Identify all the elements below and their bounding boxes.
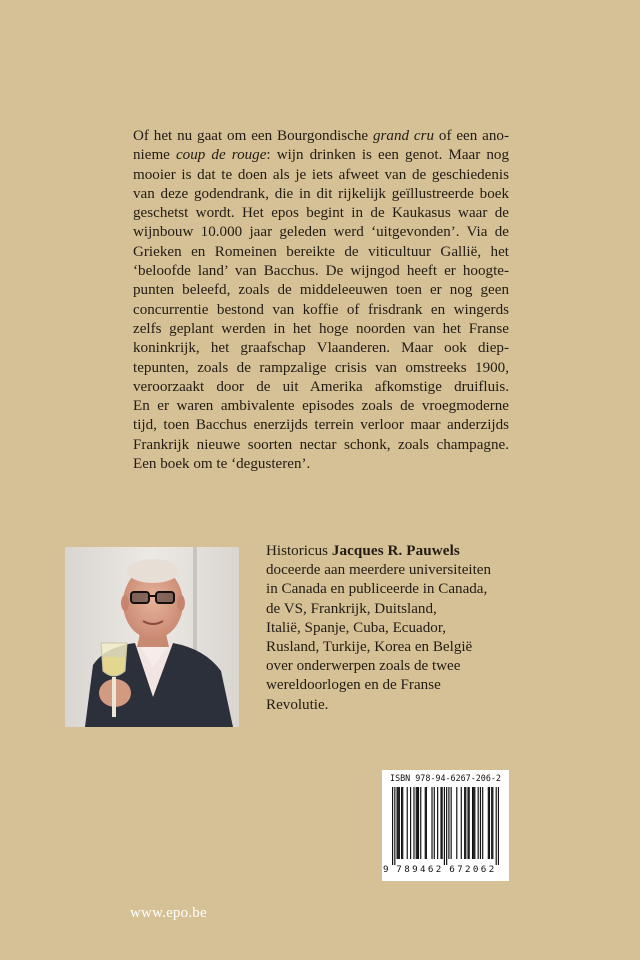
barcode-digit: 6 [427, 864, 434, 875]
blurb-line: geschetst wordt. Het epos begint in de Kaukasus waar de [133, 205, 509, 222]
barcode-bar [407, 787, 408, 859]
blurb-line [133, 127, 509, 146]
barcode-digit: 9 [412, 864, 418, 875]
barcode-bar [418, 787, 419, 859]
bio-line: wereldoorlogen en de Franse [266, 677, 441, 694]
barcode-bar [467, 787, 468, 859]
blurb-line: punten beleefd, zoals de middeleeuwen toen er nog geen [133, 282, 509, 299]
bio-line: doceerde aan meerdere universiteiten [266, 562, 492, 579]
barcode-bar [437, 787, 438, 859]
barcode-bar [401, 787, 402, 859]
barcode-bar [492, 787, 493, 859]
blurb-line: mooier is dat te doen als je iets afweet van de geschiedenis [133, 166, 509, 183]
bio-line: Revolutie. [266, 696, 329, 713]
barcode-bar [442, 787, 443, 859]
blurb-line: tepunten, zoals de rampzalige crisis van omstreeks 1900, [133, 359, 509, 376]
barcode-bar [464, 787, 465, 859]
bio-prefix: Historicus [266, 543, 332, 559]
bio-line: in Canada en publiceerde in Canada, [266, 581, 488, 598]
barcode-bar [446, 787, 447, 865]
barcode-digit: 6 [449, 864, 455, 875]
barcode-bar [410, 787, 411, 859]
italic-term: grand cru [373, 128, 435, 144]
barcode-bar [425, 787, 426, 859]
bio-line: over onderwerpen zoals de twee [266, 658, 461, 675]
blurb-line: zelfs geplant werden in het hoge noorden van het Franse [133, 320, 509, 337]
isbn-barcode [382, 770, 509, 881]
barcode-bar [469, 787, 470, 859]
author-bio [266, 542, 516, 715]
barcode-bar [434, 787, 435, 859]
barcode-digit: 4 [420, 864, 426, 875]
barcode-digit: 2 [435, 864, 442, 875]
blurb-line: van deze godendrank, die in dit rijkelijk geïllustreerde boek [133, 185, 509, 202]
barcode-bar [397, 787, 398, 859]
blurb-line: concurrentie bestond van koffie of frisdrank en wingerds [133, 301, 509, 318]
italic-term: coup de rouge [175, 147, 267, 164]
blurb-line: En er waren ambivalente episodes zoals de vroegmoderne [133, 398, 509, 415]
barcode-bar [491, 787, 492, 859]
barcode-bar [478, 787, 479, 859]
text-segment: Of het nu gaat om een Bourgondische [133, 128, 373, 144]
barcode-digit: 0 [472, 864, 479, 875]
text-segment: nieme [133, 147, 176, 164]
barcode-bar [416, 787, 417, 859]
blurb-line: veroorzaakt door de uit Amerika afkomstige druifluis. [133, 378, 509, 395]
blurb-line: Een boek om te ‘degusteren’. [133, 456, 311, 473]
barcode-bar [448, 787, 449, 859]
barcode-bar [431, 787, 432, 859]
barcode-bar [498, 787, 499, 865]
barcode-bar [399, 787, 400, 859]
blurb-line: tijd, toen Bacchus enerzijds terrein verloor maar anderzijds [133, 417, 509, 434]
barcode-bar [417, 787, 418, 859]
barcode-bar [413, 787, 414, 859]
barcode-bar [456, 787, 457, 859]
barcode-digit: 2 [488, 864, 495, 875]
barcode-bars [392, 787, 499, 865]
bio-line: Rusland, Turkije, Korea en België [266, 639, 473, 656]
barcode-bar [465, 787, 466, 859]
barcode-bar [394, 787, 395, 865]
barcode-bar [473, 787, 474, 859]
barcode-digit: 9 [383, 864, 389, 875]
blurb-line: Frankrijk nieuwe soorten nectar schonk, zoals champagne. [133, 436, 509, 453]
author-photo [65, 547, 239, 727]
blurb-text [133, 127, 509, 474]
website-url: www.epo.be [130, 905, 207, 921]
barcode-digit: 7 [457, 864, 463, 875]
barcode-bar [402, 787, 403, 859]
barcode-bar [426, 787, 427, 859]
barcode-bar [444, 787, 445, 865]
barcode-digit: 6 [480, 864, 487, 875]
blurb-line: Grieken en Romeinen bereikte de viticultuur Gallië, het [133, 243, 509, 260]
barcode-bar [461, 787, 462, 859]
barcode-digit: 2 [465, 864, 471, 875]
barcode-bar [489, 787, 490, 859]
bio-line: Italië, Spanje, Cuba, Ecuador, [266, 619, 447, 636]
barcode-bar [488, 787, 489, 859]
barcode-bar [420, 787, 421, 859]
blurb-line: koninkrijk, het graafschap Vlaanderen. Maar ook diep- [133, 340, 509, 357]
barcode-digit: 8 [404, 864, 410, 875]
barcode-bar [474, 787, 475, 859]
barcode-bar [472, 787, 473, 859]
bio-line [266, 542, 516, 561]
barcode-bar [440, 787, 441, 859]
barcode-digit: 7 [396, 864, 402, 875]
author-name: Jacques R. Pauwels [331, 543, 460, 559]
barcode-bar [392, 787, 393, 865]
text-segment: : wijn drinken is een genot. Maar nog [266, 147, 510, 164]
barcode-bar [482, 787, 483, 859]
blurb-line: ‘beloofde land’ van Bacchus. De wijngod heeft er hoogte- [133, 263, 509, 280]
barcode-bar [480, 787, 481, 859]
bio-line: de VS, Frankrijk, Duitsland, [266, 600, 437, 617]
blurb-line [133, 146, 509, 165]
barcode-bar [451, 787, 452, 859]
text-segment: of een ano- [434, 128, 509, 144]
author-portrait-icon [65, 547, 239, 727]
blurb-line: wijnbouw 10.000 jaar geleden werd ‘uitgevonden’. Via de [133, 224, 509, 241]
barcode-bar [496, 787, 497, 865]
isbn-label: ISBN 978-94-6267-206-2 [390, 773, 501, 783]
barcode-bar [398, 787, 399, 859]
